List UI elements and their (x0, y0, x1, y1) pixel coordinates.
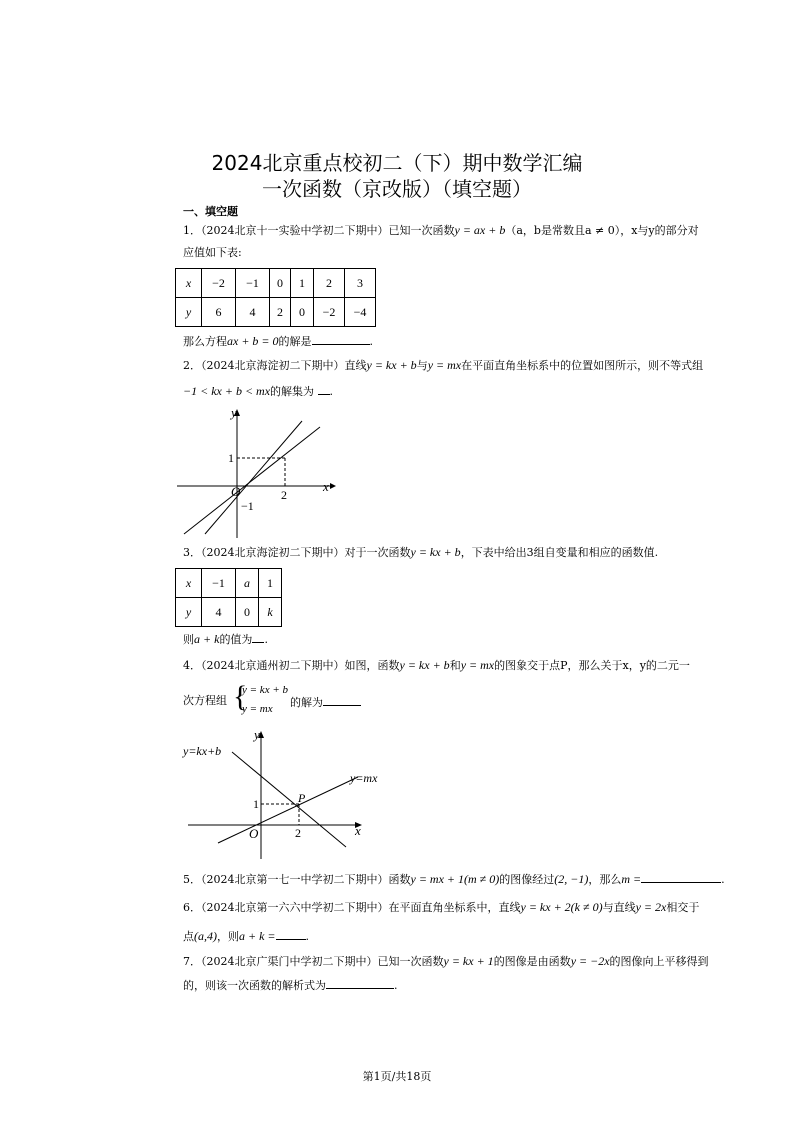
q3-table (175, 568, 282, 627)
q1-y-cell: 6 (202, 298, 236, 327)
y-axis-label: y (254, 727, 260, 742)
q1-x-cell: −2 (202, 269, 236, 298)
q4-line1: 4．（2024北京通州初二下期中）如图，函数y = kx + b和y = mx的图象交于点P，那么关于x，y的二元一 (183, 658, 690, 672)
answer-blank[interactable] (641, 871, 721, 883)
q3-x-cell: −1 (202, 569, 236, 598)
q3-x-cell: a (236, 569, 259, 598)
q7-line1: 7．（2024北京广渠门中学初二下期中）已知一次函数y = kx + 1的图像是由函数y = −2x的图像向上平移得到 (183, 954, 709, 968)
q7-line2: 的，则该一次函数的解析式为 . (183, 979, 398, 992)
answer-blank[interactable] (323, 694, 361, 706)
q1-line2: 应值如下表: (183, 246, 242, 259)
q1-line1: 1．（2024北京十一实验中学初二下期中）已知一次函数y = ax + b（a，b是常数且a ≠ 0），x与y的部分对 (183, 223, 699, 237)
system-brace: { (233, 680, 248, 713)
tick-label-y: 1 (228, 451, 234, 465)
x-axis-arrow (330, 483, 336, 489)
y-axis-label: y (231, 405, 237, 420)
q1-table (175, 268, 376, 327)
q3-y-label: y (176, 598, 202, 627)
line1-label: y=kx+b (183, 744, 222, 758)
q1-x-cell: 1 (291, 269, 314, 298)
section-heading: 一、填空题 (183, 205, 238, 218)
answer-blank[interactable] (252, 631, 264, 643)
x-axis-label: x (323, 479, 329, 494)
tick-label-x: 2 (281, 488, 287, 502)
tick-label-x: 2 (295, 826, 301, 840)
q1-question: 那么方程ax + b = 0的解是 . (183, 334, 374, 348)
q1-equation: y = ax + b (454, 223, 506, 237)
page-number: 第1页/共18页 (362, 1070, 432, 1083)
q3-x-label: x (176, 569, 202, 598)
line-y-mx (205, 421, 302, 534)
q1-y-cell: 4 (236, 298, 270, 327)
q4-graph (180, 727, 378, 860)
tick-label-neg: −1 (241, 499, 254, 513)
q1-x-cell: 3 (345, 269, 376, 298)
q4-ask: 的解为 (290, 694, 361, 711)
q6-line1: 6．（2024北京第一六六中学初二下期中）在平面直角坐标系中，直线y = kx + 2(k ≠ 0)与直线y = 2x相交于 (183, 900, 700, 914)
answer-blank[interactable] (318, 383, 330, 395)
document-subtitle: 一次函数（京改版）（填空题） (262, 177, 532, 201)
q6-line2: 点(a,4)，则a + k = . (183, 929, 310, 943)
q1-x-cell: −1 (236, 269, 270, 298)
q2-inequality: −1 < kx + b < mx (183, 384, 271, 398)
q2-line2: −1 < kx + b < mx的解集为 . (183, 384, 334, 398)
q1-x-cell: 0 (270, 269, 291, 298)
q1-y-cell: 2 (270, 298, 291, 327)
line-y-mx (218, 777, 358, 843)
system-eq2: y = mx (242, 703, 273, 715)
x-axis-label: x (355, 823, 361, 838)
q5-line: 5．（2024北京第一七一中学初二下期中）函数y = mx + 1(m ≠ 0)的图像经过(2, −1)，那么m = . (183, 872, 725, 886)
point-label: P (298, 791, 306, 805)
line-y-kx-b (184, 427, 320, 534)
system-eq1: y = kx + b (242, 684, 288, 696)
origin-label: O (231, 484, 241, 499)
q2-line1: 2．（2024北京海淀初二下期中）直线y = kx + b与y = mx在平面直角坐标系中的位置如图所示，则不等式组 (183, 358, 704, 372)
q3-y-cell: k (259, 598, 282, 627)
q1-y-cell: −2 (314, 298, 345, 327)
answer-blank[interactable] (326, 977, 394, 989)
answer-blank[interactable] (312, 333, 370, 345)
q1-x-label: x (176, 269, 202, 298)
document-title: 2024北京重点校初二（下）期中数学汇编 (211, 151, 583, 175)
answer-blank[interactable] (276, 928, 306, 940)
q3-y-cell: 4 (202, 598, 236, 627)
q1-y-cell: −4 (345, 298, 376, 327)
origin-label: O (249, 826, 259, 841)
q3-y-cell: 0 (236, 598, 259, 627)
tick-label-y: 1 (253, 797, 259, 811)
q1-x-cell: 2 (314, 269, 345, 298)
q3-line1: 3．（2024北京海淀初二下期中）对于一次函数y = kx + b，下表中给出3组自变量和相应的函数值. (183, 545, 659, 559)
q3-x-cell: 1 (259, 569, 282, 598)
q3-question: 则a + k的值为 . (183, 632, 268, 646)
q1-y-label: y (176, 298, 202, 327)
line2-label: y=mx (350, 771, 378, 785)
q4-line2: 次方程组 (183, 694, 227, 707)
q1-y-cell: 0 (291, 298, 314, 327)
q2-graph (175, 402, 335, 540)
